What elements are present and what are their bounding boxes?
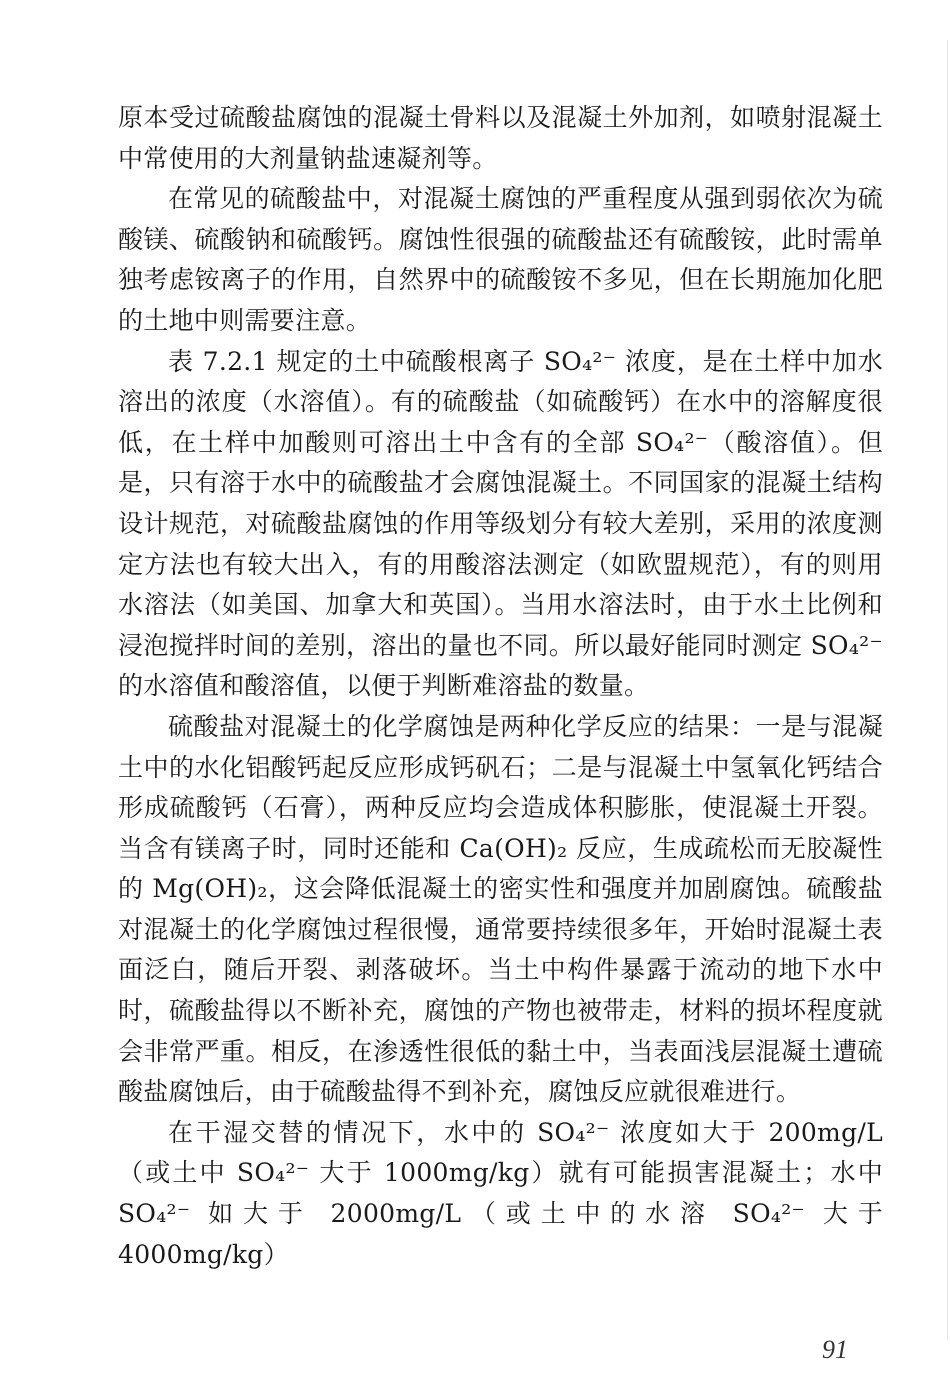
- paragraph-5: 在干湿交替的情况下，水中的 SO₄²⁻ 浓度如大于 200mg/L（或土中 SO₄²⁻ 大于 1000mg/kg）就有可能损害混凝土；水中 SO₄²⁻ 如大于 2000mg/L（或土中的水溶 SO₄²⁻ 大于 4000mg/kg）: [118, 1117, 883, 1269]
- paragraph-1: 原本受过硫酸盐腐蚀的混凝土骨料以及混凝土外加剂，如喷射混凝土中常使用的大剂量钠盐速凝剂等。: [118, 103, 883, 173]
- paragraph-3: 表 7.2.1 规定的土中硫酸根离子 SO₄²⁻ 浓度，是在土样中加水溶出的浓度（水溶值）。有的硫酸盐（如硫酸钙）在水中的溶解度很低，在土样中加酸则可溶出土中含有的全部 SO₄²⁻（酸溶值）。但是，只有溶于水中的硫酸盐才会腐蚀混凝土。不同国家的混凝土结构设计规范，对硫酸盐腐蚀的作用等级划分有较大差别，采用的浓度测定方法也有较大出入，有的用酸溶法测定（如欧盟规范），有的则用水溶法（如美国、加拿大和英国）。当用水溶法时，由于水土比例和浸泡搅拌时间的差别，溶出的量也不同。所以最好能同时测定 SO₄²⁻ 的水溶值和酸溶值，以便于判断难溶盐的数量。: [118, 346, 883, 701]
- body-text: [118, 98, 883, 1275]
- page-edge-divider: [947, 40, 948, 1340]
- page-number: 91: [822, 1335, 848, 1364]
- paragraph-2: 在常见的硫酸盐中，对混凝土腐蚀的严重程度从强到弱依次为硫酸镁、硫酸钠和硫酸钙。腐蚀性很强的硫酸盐还有硫酸铵，此时需单独考虑铵离子的作用，自然界中的硫酸铵不多见，但在长期施加化肥的土地中则需要注意。: [118, 184, 883, 335]
- paragraph-4: 硫酸盐对混凝土的化学腐蚀是两种化学反应的结果：一是与混凝土中的水化铝酸钙起反应形成钙矾石；二是与混凝土中氢氧化钙结合形成硫酸钙（石膏），两种反应均会造成体积膨胀，使混凝土开裂。当含有镁离子时，同时还能和 Ca(OH)₂ 反应，生成疏松而无胶凝性的 Mg(OH)₂，这会降低混凝土的密实性和强度并加剧腐蚀。硫酸盐对混凝土的化学腐蚀过程很慢，通常要持续很多年，开始时混凝土表面泛白，随后开裂、剥落破坏。当土中构件暴露于流动的地下水中时，硫酸盐得以不断补充，腐蚀的产物也被带走，材料的损坏程度就会非常严重。相反，在渗透性很低的黏土中，当表面浅层混凝土遭硫酸盐腐蚀后，由于硫酸盐得不到补充，腐蚀反应就很难进行。: [118, 711, 883, 1107]
